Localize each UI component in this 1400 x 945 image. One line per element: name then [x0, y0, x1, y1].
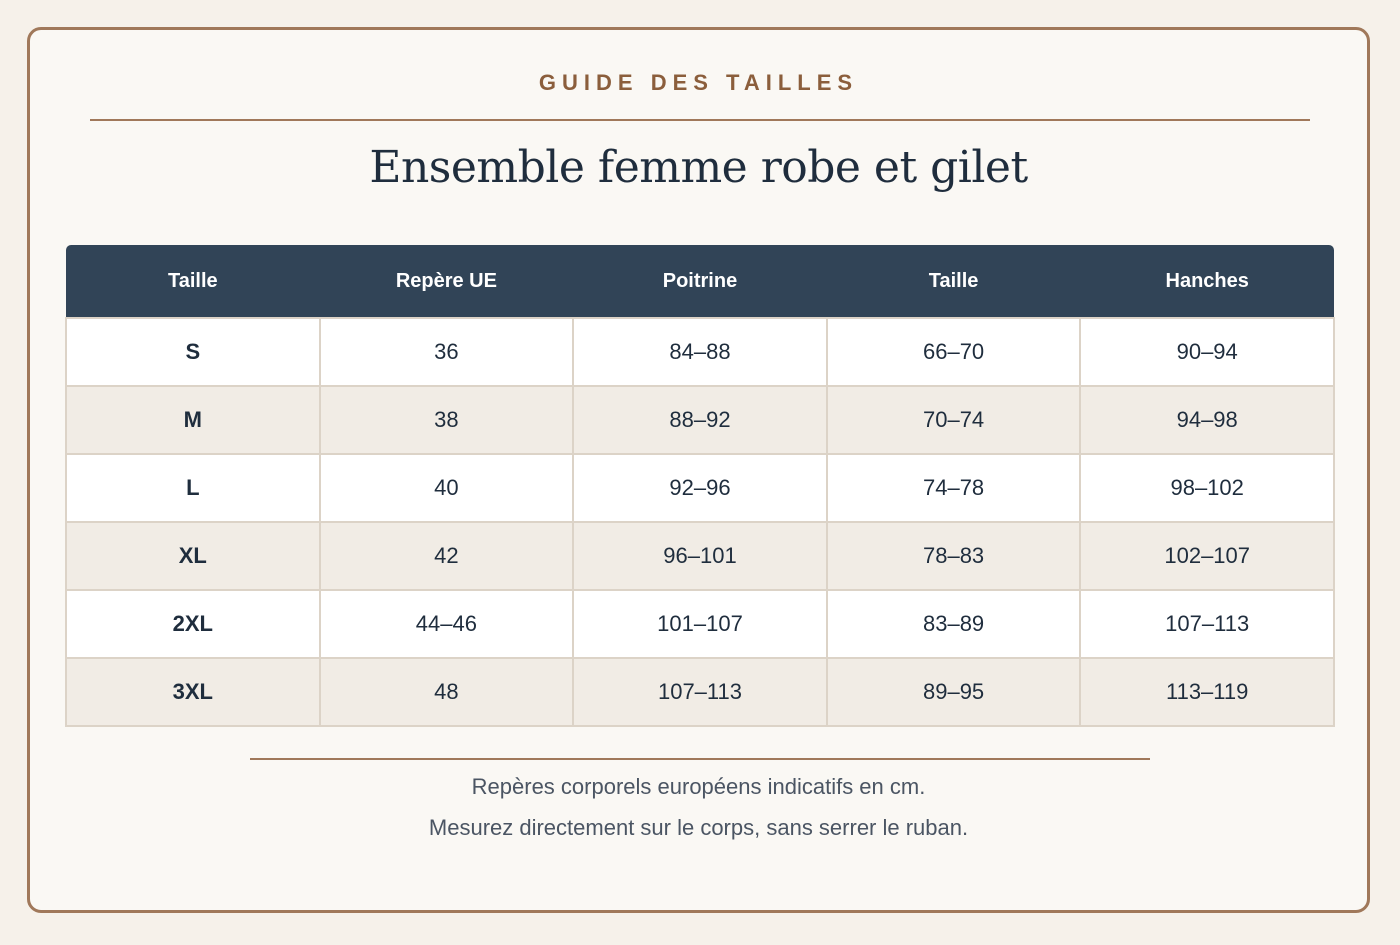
size-table-container: [65, 245, 1335, 727]
eu-cell: 48: [320, 658, 574, 726]
table-row: [66, 522, 1334, 590]
bust-cell: 96–101: [573, 522, 827, 590]
header-hanches: Hanches: [1080, 245, 1334, 318]
header-taille-waist: Taille: [827, 245, 1081, 318]
table-row: [66, 318, 1334, 386]
size-guide-card: [27, 27, 1370, 913]
hips-cell: 94–98: [1080, 386, 1334, 454]
eyebrow-label: GUIDE DES TAILLES: [538, 70, 859, 95]
header-taille: Taille: [66, 245, 320, 318]
hips-cell: 107–113: [1080, 590, 1334, 658]
bust-cell: 92–96: [573, 454, 827, 522]
eu-cell: 42: [320, 522, 574, 590]
table-body: [66, 318, 1334, 726]
bust-cell: 107–113: [573, 658, 827, 726]
eu-cell: 38: [320, 386, 574, 454]
waist-cell: 83–89: [827, 590, 1081, 658]
size-cell: S: [66, 318, 320, 386]
waist-cell: 74–78: [827, 454, 1081, 522]
waist-cell: 66–70: [827, 318, 1081, 386]
bottom-divider: [250, 758, 1150, 760]
size-cell: 2XL: [66, 590, 320, 658]
table-row: [66, 590, 1334, 658]
hips-cell: 90–94: [1080, 318, 1334, 386]
size-cell: 3XL: [66, 658, 320, 726]
hips-cell: 102–107: [1080, 522, 1334, 590]
bust-cell: 84–88: [573, 318, 827, 386]
top-divider: [90, 119, 1310, 121]
size-cell: L: [66, 454, 320, 522]
hips-cell: 113–119: [1080, 658, 1334, 726]
header-row: [66, 245, 1334, 318]
table-row: [66, 658, 1334, 726]
size-cell: M: [66, 386, 320, 454]
note-line-1: Repères corporels européens indicatifs en cm.: [471, 774, 926, 799]
hips-cell: 98–102: [1080, 454, 1334, 522]
eu-cell: 40: [320, 454, 574, 522]
bust-cell: 101–107: [573, 590, 827, 658]
table-row: [66, 386, 1334, 454]
eu-cell: 36: [320, 318, 574, 386]
header-poitrine: Poitrine: [573, 245, 827, 318]
waist-cell: 70–74: [827, 386, 1081, 454]
waist-cell: 78–83: [827, 522, 1081, 590]
eu-cell: 44–46: [320, 590, 574, 658]
header-repere-ue: Repère UE: [320, 245, 574, 318]
bust-cell: 88–92: [573, 386, 827, 454]
size-table: [65, 245, 1335, 727]
note-line-2: Mesurez directement sur le corps, sans serrer le ruban.: [428, 815, 969, 840]
waist-cell: 89–95: [827, 658, 1081, 726]
page-title: Ensemble femme robe et gilet: [369, 142, 1028, 193]
table-row: [66, 454, 1334, 522]
size-cell: XL: [66, 522, 320, 590]
table-header: [66, 245, 1334, 318]
